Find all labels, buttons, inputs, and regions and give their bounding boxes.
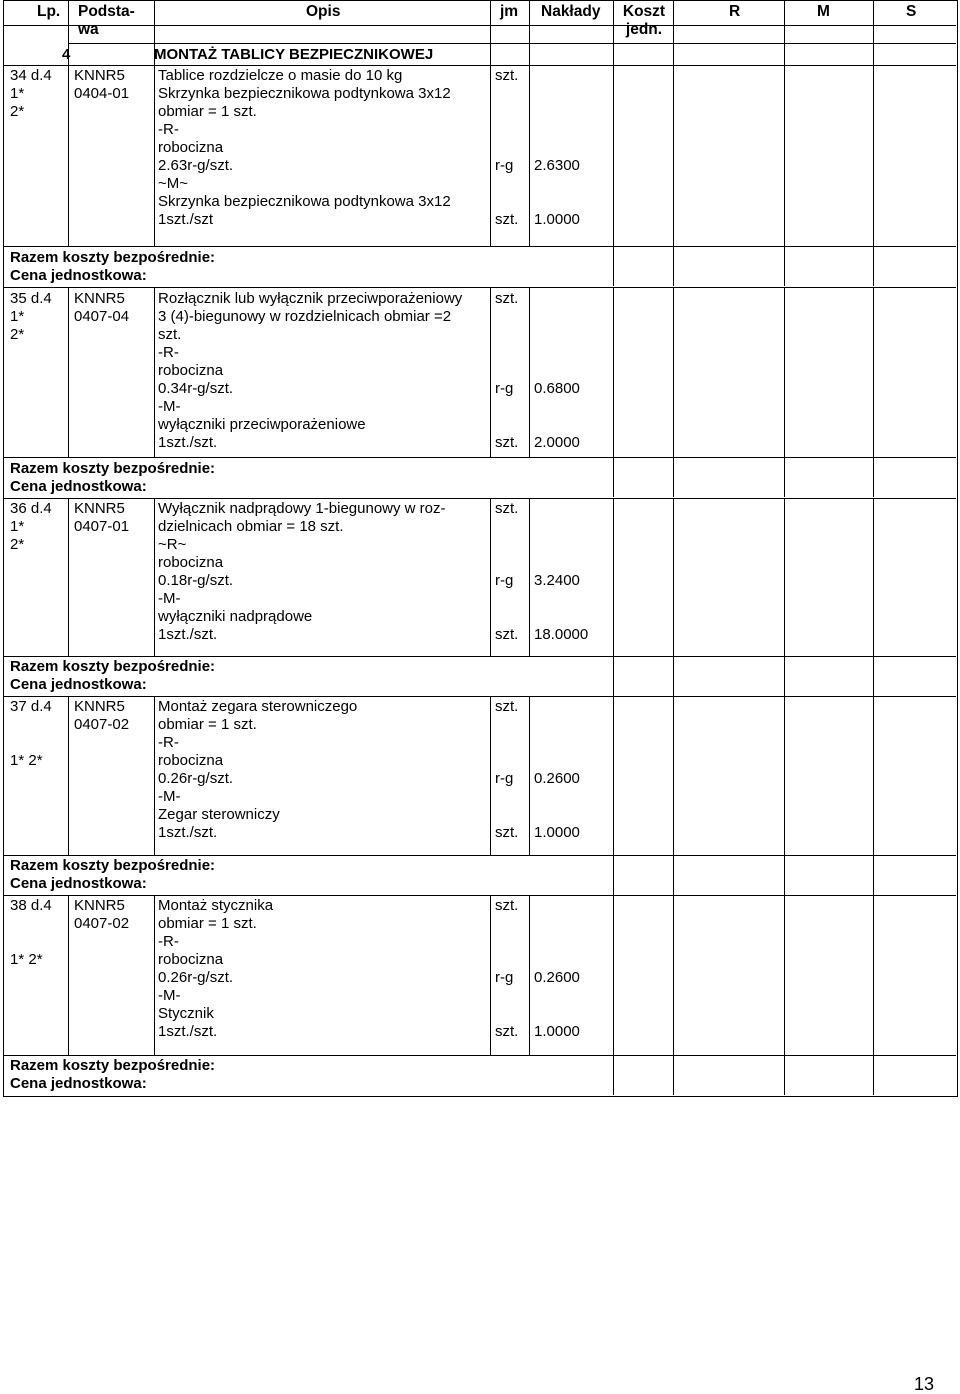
column-divider bbox=[613, 246, 614, 286]
item-opis-line: 1szt./szt. bbox=[158, 1023, 218, 1040]
column-divider bbox=[529, 498, 530, 656]
column-divider bbox=[490, 43, 491, 65]
column-divider bbox=[873, 696, 874, 855]
item-podstawa: KNNR5 bbox=[74, 698, 125, 715]
column-divider bbox=[673, 498, 674, 656]
header-jm: jm bbox=[500, 3, 519, 20]
item-opis-line: obmiar = 1 szt. bbox=[158, 716, 257, 733]
header-koszt bbox=[618, 3, 670, 39]
column-divider bbox=[784, 1, 785, 43]
column-divider bbox=[490, 696, 491, 855]
column-divider bbox=[613, 855, 614, 895]
item-opis-line: -M- bbox=[158, 398, 181, 415]
item-opis-line: 0.26r-g/szt. bbox=[158, 969, 234, 986]
column-divider bbox=[154, 498, 155, 656]
item-podstawa: KNNR5 bbox=[74, 290, 125, 307]
column-divider bbox=[673, 696, 674, 855]
column-divider bbox=[68, 65, 69, 246]
item-opis-line: dzielnicach obmiar = 18 szt. bbox=[158, 518, 344, 535]
item-opis-line: obmiar = 1 szt. bbox=[158, 103, 257, 120]
item-opis-line: -R- bbox=[158, 121, 179, 138]
item-end-divider bbox=[4, 1055, 956, 1056]
item-podstawa: 0407-04 bbox=[74, 308, 130, 325]
item-podstawa: 0407-02 bbox=[74, 716, 130, 733]
item-opis-line: 1szt./szt. bbox=[158, 626, 218, 643]
item-opis-line: ~R~ bbox=[158, 536, 187, 553]
item-opis-line: -M- bbox=[158, 590, 181, 607]
item-jm: r-g bbox=[495, 380, 514, 397]
item-lp: 35 d.4 bbox=[10, 290, 52, 307]
item-opis-line: obmiar = 1 szt. bbox=[158, 915, 257, 932]
item-naklady: 2.6300 bbox=[534, 157, 580, 174]
item-end-divider bbox=[4, 457, 956, 458]
item-naklady: 0.2600 bbox=[534, 770, 580, 787]
column-divider bbox=[673, 457, 674, 497]
razem-koszty-label: Razem koszty bezpośrednie: bbox=[10, 658, 216, 675]
item-jm: r-g bbox=[495, 157, 514, 174]
item-opis-line: ~M~ bbox=[158, 175, 189, 192]
column-divider bbox=[784, 895, 785, 1055]
column-divider bbox=[784, 498, 785, 656]
razem-koszty-label: Razem koszty bezpośrednie: bbox=[10, 249, 216, 266]
item-end-divider bbox=[4, 855, 956, 856]
item-naklady: 1.0000 bbox=[534, 211, 580, 228]
item-jm: szt. bbox=[495, 824, 519, 841]
cena-jednostkowa-label: Cena jednostkowa: bbox=[10, 478, 147, 495]
item-opis-line: Skrzynka bezpiecznikowa podtynkowa 3x12 bbox=[158, 193, 451, 210]
column-divider bbox=[673, 855, 674, 895]
section-title: MONTAŻ TABLICY BEZPIECZNIKOWEJ bbox=[154, 46, 434, 63]
column-divider bbox=[873, 855, 874, 895]
header-lp: Lp. bbox=[37, 3, 61, 20]
cena-jednostkowa-label: Cena jednostkowa: bbox=[10, 875, 147, 892]
item-opis-line: Montaż zegara sterowniczego bbox=[158, 698, 358, 715]
item-jm: szt. bbox=[495, 500, 519, 517]
header-m: M bbox=[817, 3, 830, 20]
item-podstawa: 0404-01 bbox=[74, 85, 130, 102]
column-divider bbox=[529, 895, 530, 1055]
item-naklady: 0.6800 bbox=[534, 380, 580, 397]
item-opis-line: robocizna bbox=[158, 362, 224, 379]
column-divider bbox=[154, 895, 155, 1055]
column-divider bbox=[784, 288, 785, 457]
column-divider bbox=[784, 696, 785, 855]
item-opis-line: -R- bbox=[158, 734, 179, 751]
column-divider bbox=[673, 246, 674, 286]
item-jm: szt. bbox=[495, 290, 519, 307]
page-number: 13 bbox=[913, 1374, 934, 1394]
column-divider bbox=[613, 43, 614, 65]
item-naklady: 3.2400 bbox=[534, 572, 580, 589]
item-opis-line: 1szt./szt bbox=[158, 211, 214, 228]
column-divider bbox=[873, 43, 874, 65]
cena-jednostkowa-label: Cena jednostkowa: bbox=[10, 676, 147, 693]
item-opis-line: 0.26r-g/szt. bbox=[158, 770, 234, 787]
column-divider bbox=[529, 43, 530, 65]
item-lp: 1* 2* bbox=[10, 951, 43, 968]
header-divider bbox=[4, 25, 956, 26]
item-opis-line: -M- bbox=[158, 987, 181, 1004]
section-top-divider bbox=[68, 43, 956, 44]
item-opis-line: 2.63r-g/szt. bbox=[158, 157, 234, 174]
header-koszt-line1: Koszt bbox=[622, 3, 666, 20]
item-naklady: 1.0000 bbox=[534, 824, 580, 841]
item-jm: szt. bbox=[495, 897, 519, 914]
column-divider bbox=[873, 1055, 874, 1095]
item-naklady: 2.0000 bbox=[534, 434, 580, 451]
item-lp: 2* bbox=[10, 326, 25, 343]
column-divider bbox=[529, 288, 530, 457]
column-divider bbox=[490, 895, 491, 1055]
item-lp: 34 d.4 bbox=[10, 67, 52, 84]
column-divider bbox=[490, 288, 491, 457]
column-divider bbox=[154, 65, 155, 246]
column-divider bbox=[68, 895, 69, 1055]
column-divider bbox=[490, 1, 491, 43]
column-divider bbox=[529, 1, 530, 43]
item-opis-line: Wyłącznik nadprądowy 1-biegunowy w roz- bbox=[158, 500, 446, 517]
column-divider bbox=[490, 498, 491, 656]
header-s: S bbox=[906, 3, 917, 20]
razem-koszty-label: Razem koszty bezpośrednie: bbox=[10, 1057, 216, 1074]
item-opis-line: Rozłącznik lub wyłącznik przeciwporażeniowy bbox=[158, 290, 463, 307]
item-opis-line: Tablice rozdzielcze o masie do 10 kg bbox=[158, 67, 403, 84]
item-lp: 38 d.4 bbox=[10, 897, 52, 914]
item-podstawa: KNNR5 bbox=[74, 67, 125, 84]
column-divider bbox=[784, 855, 785, 895]
column-divider bbox=[68, 1, 69, 65]
header-podstawa bbox=[78, 3, 135, 39]
column-divider bbox=[613, 1055, 614, 1095]
column-divider bbox=[784, 246, 785, 286]
item-opis-line: robocizna bbox=[158, 951, 224, 968]
item-opis-line: wyłączniki przeciwporażeniowe bbox=[158, 416, 366, 433]
column-divider bbox=[784, 65, 785, 246]
item-opis-line: robocizna bbox=[158, 752, 224, 769]
item-naklady: 0.2600 bbox=[534, 969, 580, 986]
item-lp: 1* bbox=[10, 85, 25, 102]
cena-jednostkowa-label: Cena jednostkowa: bbox=[10, 267, 147, 284]
cena-divider bbox=[4, 895, 956, 896]
column-divider bbox=[873, 288, 874, 457]
item-jm: szt. bbox=[495, 698, 519, 715]
column-divider bbox=[68, 696, 69, 855]
column-divider bbox=[154, 288, 155, 457]
cena-jednostkowa-label: Cena jednostkowa: bbox=[10, 1075, 147, 1092]
column-divider bbox=[673, 656, 674, 696]
item-jm: szt. bbox=[495, 211, 519, 228]
column-divider bbox=[673, 43, 674, 65]
item-opis-line: Montaż stycznika bbox=[158, 897, 274, 914]
item-opis-line: -R- bbox=[158, 344, 179, 361]
item-lp: 37 d.4 bbox=[10, 698, 52, 715]
item-opis-line: robocizna bbox=[158, 139, 224, 156]
item-jm: r-g bbox=[495, 770, 514, 787]
item-lp: 1* bbox=[10, 308, 25, 325]
header-podstawa-line1: Podsta- bbox=[78, 3, 135, 20]
item-lp: 2* bbox=[10, 536, 25, 553]
column-divider bbox=[613, 1, 614, 43]
header-koszt-line2: jedn. bbox=[625, 21, 663, 38]
column-divider bbox=[673, 1, 674, 43]
item-jm: r-g bbox=[495, 969, 514, 986]
item-jm: szt. bbox=[495, 67, 519, 84]
item-opis-line: 0.18r-g/szt. bbox=[158, 572, 234, 589]
item-jm: r-g bbox=[495, 572, 514, 589]
item-lp: 36 d.4 bbox=[10, 500, 52, 517]
column-divider bbox=[673, 288, 674, 457]
column-divider bbox=[873, 498, 874, 656]
column-divider bbox=[613, 288, 614, 457]
razem-koszty-label: Razem koszty bezpośrednie: bbox=[10, 460, 216, 477]
item-podstawa: KNNR5 bbox=[74, 500, 125, 517]
item-end-divider bbox=[4, 656, 956, 657]
cost-estimate-table bbox=[3, 0, 958, 1097]
item-opis-line: Stycznik bbox=[158, 1005, 214, 1022]
column-divider bbox=[873, 246, 874, 286]
item-jm: szt. bbox=[495, 626, 519, 643]
column-divider bbox=[529, 65, 530, 246]
item-lp: 1* bbox=[10, 518, 25, 535]
column-divider bbox=[613, 457, 614, 497]
item-naklady: 18.0000 bbox=[534, 626, 589, 643]
column-divider bbox=[784, 656, 785, 696]
item-lp: 2* bbox=[10, 103, 25, 120]
column-divider bbox=[68, 288, 69, 457]
section-number: 4 bbox=[62, 46, 71, 63]
cena-divider bbox=[4, 287, 956, 288]
item-opis-line: -M- bbox=[158, 788, 181, 805]
item-naklady: 1.0000 bbox=[534, 1023, 580, 1040]
column-divider bbox=[613, 895, 614, 1055]
column-divider bbox=[873, 656, 874, 696]
column-divider bbox=[873, 65, 874, 246]
item-opis-line: robocizna bbox=[158, 554, 224, 571]
item-opis-line: 1szt./szt. bbox=[158, 824, 218, 841]
column-divider bbox=[613, 65, 614, 246]
column-divider bbox=[68, 498, 69, 656]
item-opis-line: szt. bbox=[158, 326, 182, 343]
item-opis-line: Skrzynka bezpiecznikowa podtynkowa 3x12 bbox=[158, 85, 451, 102]
column-divider bbox=[673, 65, 674, 246]
item-opis-line: -R- bbox=[158, 933, 179, 950]
item-opis-line: 3 (4)-biegunowy w rozdzielnicach obmiar =2 bbox=[158, 308, 452, 325]
item-end-divider bbox=[4, 246, 956, 247]
item-podstawa: 0407-01 bbox=[74, 518, 130, 535]
header-opis: Opis bbox=[306, 3, 341, 20]
column-divider bbox=[154, 696, 155, 855]
razem-koszty-label: Razem koszty bezpośrednie: bbox=[10, 857, 216, 874]
item-jm: szt. bbox=[495, 1023, 519, 1040]
column-divider bbox=[673, 895, 674, 1055]
column-divider bbox=[673, 1055, 674, 1095]
column-divider bbox=[873, 895, 874, 1055]
column-divider bbox=[784, 43, 785, 65]
column-divider bbox=[613, 696, 614, 855]
cena-divider bbox=[4, 696, 956, 697]
section-bottom-divider bbox=[4, 65, 956, 66]
item-opis-line: Zegar sterowniczy bbox=[158, 806, 280, 823]
column-divider bbox=[784, 457, 785, 497]
item-opis-line: 1szt./szt. bbox=[158, 434, 218, 451]
column-divider bbox=[873, 457, 874, 497]
item-podstawa: 0407-02 bbox=[74, 915, 130, 932]
item-opis-line: 0.34r-g/szt. bbox=[158, 380, 234, 397]
column-divider bbox=[784, 1055, 785, 1095]
item-lp: 1* 2* bbox=[10, 752, 43, 769]
header-naklady: Nakłady bbox=[541, 3, 601, 20]
column-divider bbox=[873, 1, 874, 43]
item-podstawa: KNNR5 bbox=[74, 897, 125, 914]
item-opis-line: wyłączniki nadprądowe bbox=[158, 608, 313, 625]
header-podstawa-line2: wa bbox=[78, 21, 99, 38]
header-r: R bbox=[729, 3, 741, 20]
item-jm: szt. bbox=[495, 434, 519, 451]
column-divider bbox=[613, 656, 614, 696]
column-divider bbox=[490, 65, 491, 246]
column-divider bbox=[529, 696, 530, 855]
column-divider bbox=[613, 498, 614, 656]
cena-divider bbox=[4, 498, 956, 499]
column-divider bbox=[154, 1, 155, 65]
